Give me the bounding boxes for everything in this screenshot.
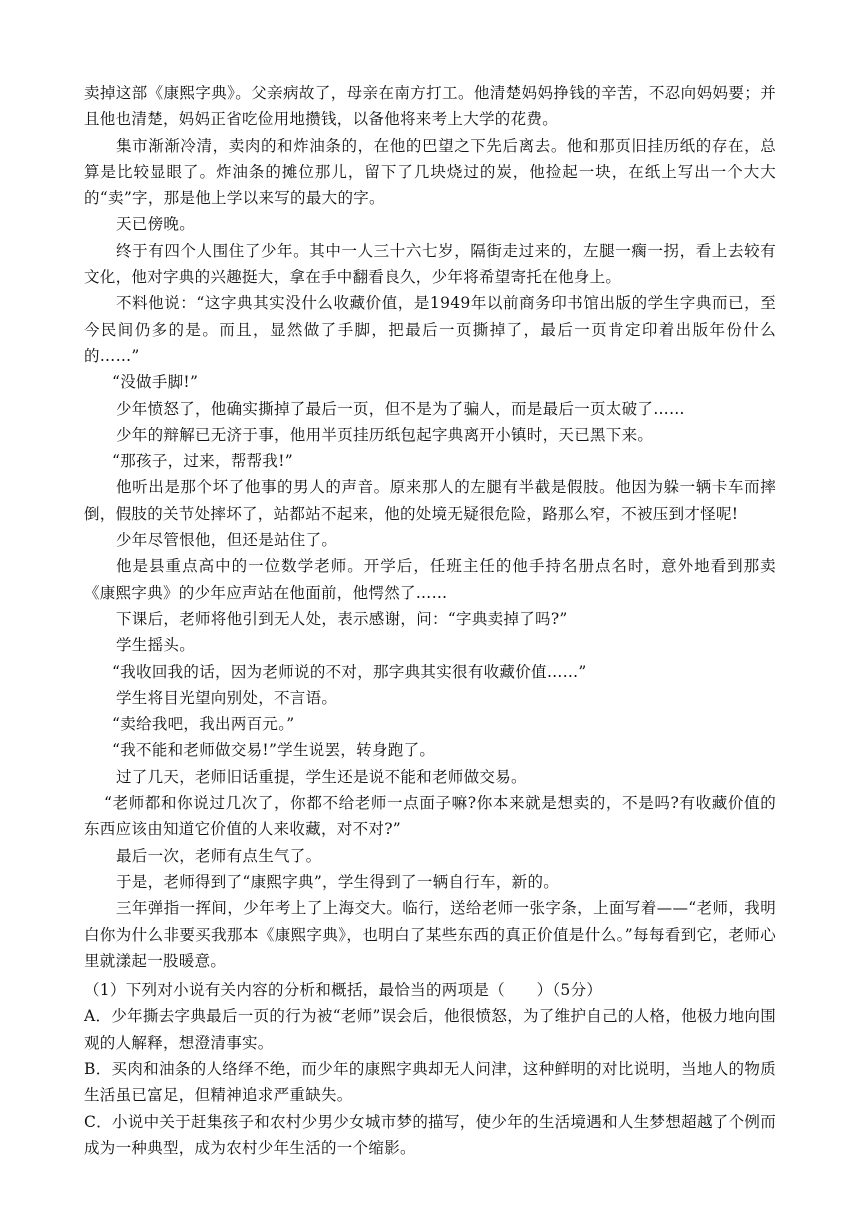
story-paragraph: 学生摇头。	[116, 636, 196, 655]
story-paragraph: 他是县重点高中的一位数学老师。开学后，任班主任的他手持名册点名时，意外地看到那卖《康熙字典》的少年应声站在他面前，他愕然了……	[84, 557, 776, 602]
story-paragraph: “那孩子，过来，帮帮我!”	[112, 452, 293, 471]
story-paragraph: 过了几天，老师旧话重提，学生还是说不能和老师做交易。	[116, 767, 527, 786]
story-text	[84, 80, 776, 974]
story-paragraph: 少年的辩解已无济于事，他用半页挂历纸包起字典离开小镇时，天已黑下来。	[116, 425, 654, 444]
story-paragraph: “我不能和老师做交易!”学生说罢，转身跑了。	[112, 741, 436, 760]
story-paragraph: “我收回我的话，因为老师说的不对，那字典其实很有收藏价值……”	[112, 662, 587, 681]
story-paragraph: 卖掉这部《康熙字典》。父亲病故了，母亲在南方打工。他清楚妈妈挣钱的辛苦，不忍向妈妈要；并且他也清楚，妈妈正省吃俭用地攒钱，以备他将来考上大学的花费。	[84, 84, 776, 129]
story-paragraph: 天已傍晚。	[116, 215, 196, 234]
story-paragraph: 三年弹指一挥间，少年考上了上海交大。临行，送给老师一张字条，上面写着——“老师，我明白你为什么非要买我那本《康熙字典》，也明白了某些东西的真正价值是什么。”每每看到它，老师心里就漾起一股暖意。	[84, 899, 776, 970]
story-paragraph: 少年尽管恨他，但还是站住了。	[116, 531, 338, 550]
story-paragraph: “没做手脚!”	[112, 373, 199, 392]
story-paragraph: “老师都和你说过几次了，你都不给老师一点面子嘛?你本来就是想卖的，不是吗?有收藏价值的东西应该由知道它价值的人来收藏，对不对?”	[84, 794, 776, 839]
story-paragraph: “卖给我吧，我出两百元。”	[112, 715, 295, 734]
option-a: A．少年撕去字典最后一页的行为被“老师”误会后，他很愤怒，为了维护自己的人格，他极力地向围观的人解释，想澄清事实。	[84, 1007, 776, 1052]
story-paragraph: 于是，老师得到了“康熙字典”，学生得到了一辆自行车，新的。	[116, 872, 560, 891]
question-block	[84, 977, 776, 1161]
story-paragraph: 集市渐渐冷清，卖肉的和炸油条的，在他的巴望之下先后离去。他和那页旧挂历纸的存在，总算是比较显眼了。炸油条的摊位那儿，留下了几块烧过的炭，他捡起一块，在纸上写出一个大大的“卖”字，那是他上学以来写的最大的字。	[84, 136, 776, 208]
story-paragraph: 不料他说：“这字典其实没什么收藏价值，是1949年以前商务印书馆出版的学生字典而已，至今民间仍多的是。而且，显然做了手脚，把最后一页撕掉了，最后一页肯定印着出版年份什么的……”	[84, 294, 776, 365]
story-paragraph: 下课后，老师将他引到无人处，表示感谢，问：“字典卖掉了吗?”	[116, 609, 568, 628]
document-page	[84, 80, 776, 1161]
story-paragraph: 学生将目光望向别处，不言语。	[116, 688, 338, 707]
story-paragraph: 终于有四个人围住了少年。其中一人三十六七岁，隔街走过来的，左腿一瘸一拐，看上去较有文化，他对字典的兴趣挺大，拿在手中翻看良久，少年将希望寄托在他身上。	[84, 241, 776, 287]
option-b: B．买肉和油条的人络绎不绝，而少年的康熙字典却无人问津，这种鲜明的对比说明，当地人的物质生活虽已富足，但精神追求严重缺失。	[84, 1059, 776, 1105]
question-stem: （1）下列对小说有关内容的分析和概括，最恰当的两项是（ ）（5分）	[84, 981, 603, 1000]
story-paragraph: 他听出是那个坏了他事的男人的声音。原来那人的左腿有半截是假肢。他因为躲一辆卡车而摔倒，假肢的关节处摔坏了，站都站不起来，他的处境无疑很危险，路那么窄，不被压到才怪呢!	[84, 478, 776, 523]
story-paragraph: 最后一次，老师有点生气了。	[116, 846, 322, 865]
story-paragraph: 少年愤怒了，他确实撕掉了最后一页，但不是为了骗人，而是最后一页太破了……	[116, 399, 685, 418]
option-c: C．小说中关于赶集孩子和农村少男少女城市梦的描写，使少年的生活境遇和人生梦想超越了个例而成为一种典型，成为农村少年生活的一个缩影。	[84, 1112, 776, 1157]
